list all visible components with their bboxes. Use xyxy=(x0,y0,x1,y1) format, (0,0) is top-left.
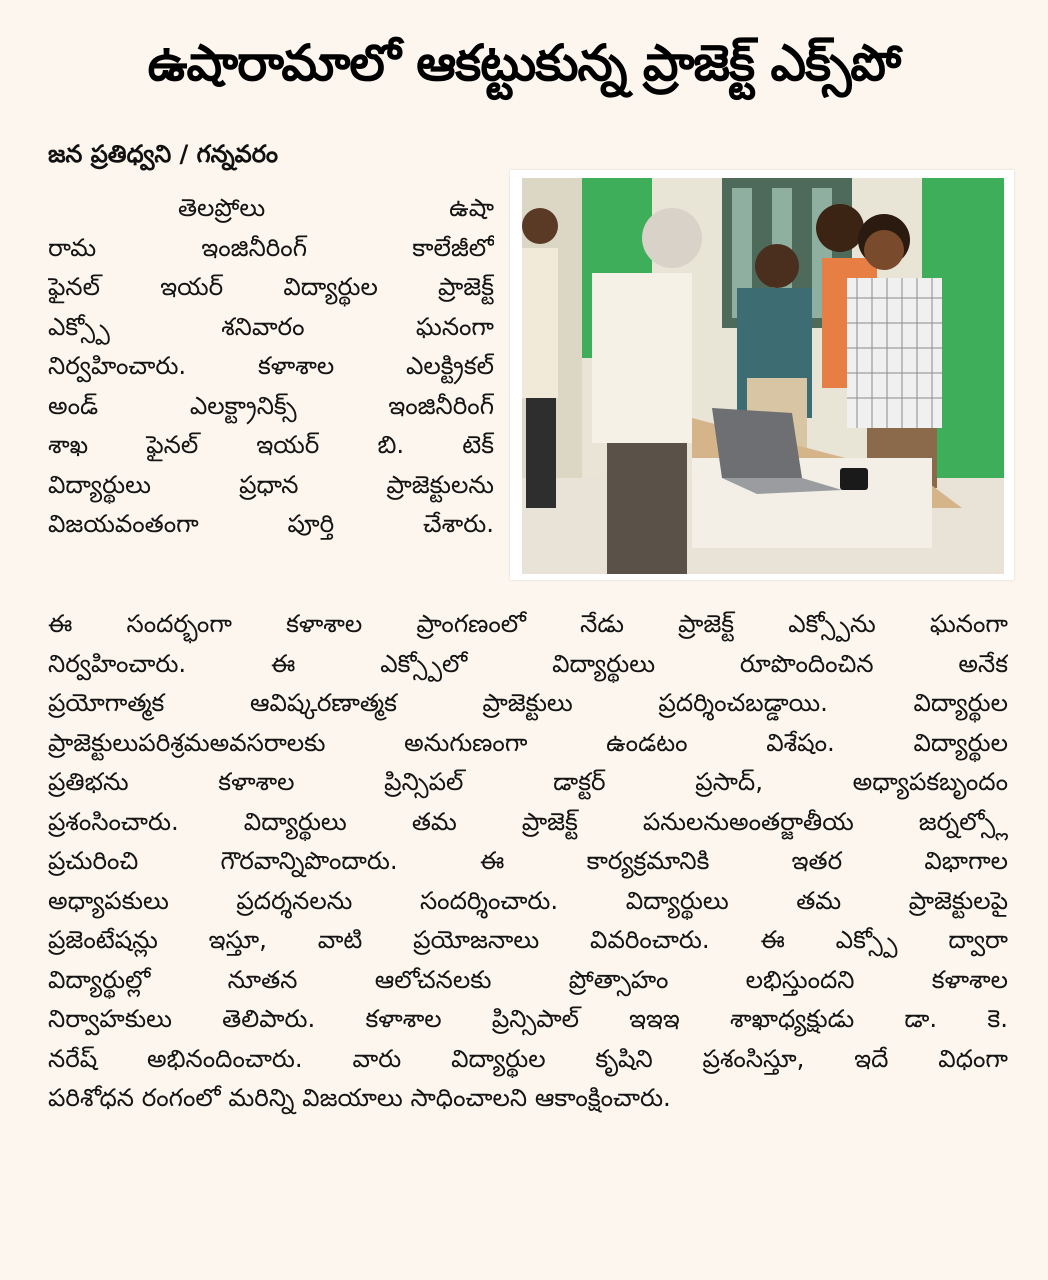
column-line: విద్యార్థులు ప్రధాన ప్రాజెక్టులను xyxy=(48,469,494,499)
body-line: ప్రతిభను కళాశాల ప్రిన్సిపల్ డాక్టర్ ప్రసాద్, అధ్యాపకబృందం xyxy=(48,767,1008,796)
body-line: నిర్వాహకులు తెలిపారు. కళాశాల ప్రిన్సిపాల్ ఇఇఇ శాఖాధ్యక్షుడు డా. కె. xyxy=(48,1004,1008,1033)
column-line: ఫైనల్ ఇయర్ విద్యార్థుల ప్రాజెక్ట్ xyxy=(48,272,494,301)
body-line: పరిశోధన రంగంలో మరిన్ని విజయాలు సాధించాలని ఆకాంక్షించారు. xyxy=(48,1083,671,1112)
article-photo xyxy=(510,170,1014,580)
body-line: ప్రశంసించారు. విద్యార్థులు తమ ప్రాజెక్ట్ పనులనుఅంతర్జాతీయ జర్నల్స్లో xyxy=(48,806,1008,836)
body-line: ప్రాజెక్టులుపరిశ్రమఅవసరాలకు అనుగుణంగా ఉండటం విశేషం. విద్యార్థుల xyxy=(48,727,1008,757)
column-line: ఎక్స్పో శనివారం ఘనంగా xyxy=(48,311,494,341)
column-line: రామ ఇంజినీరింగ్ కాలేజీలో xyxy=(48,232,494,262)
body-line: విద్యార్థుల్లో నూతన ఆలోచనలకు ప్రోత్సాహం లభిస్తుందని కళాశాల xyxy=(48,964,1008,994)
column-line: శాఖ ఫైనల్ ఇయర్ బి. టెక్ xyxy=(48,430,494,459)
article-column-text xyxy=(48,188,494,544)
article-body-text xyxy=(48,604,1008,1118)
body-line: ప్రయోగాత్మక ఆవిష్కరణాత్మక ప్రాజెక్టులు ప్రదర్శించబడ్డాయి. విద్యార్థుల xyxy=(48,688,1008,717)
body-line: అధ్యాపకులు ప్రదర్శనలను సందర్శించారు. విద్యార్థులు తమ ప్రాజెక్టులపై xyxy=(48,885,1008,915)
body-line: ప్రజెంటేషన్లు ఇస్తూ, వాటి ప్రయోజనాలు వివరించారు. ఈ ఎక్స్పో ద్వారా xyxy=(48,925,1008,954)
body-line: నిర్వహించారు. ఈ ఎక్స్పోలో విద్యార్థులు రూపొందించిన అనేక xyxy=(48,648,1008,678)
column-line: విజయవంతంగా పూర్తి చేశారు. xyxy=(48,509,494,538)
body-line: ప్రచురించి గౌరవాన్నిపొందారు. ఈ కార్యక్రమానికి ఇతర విభాగాల xyxy=(48,846,1008,875)
body-line: నరేష్ అభినందించారు. వారు విద్యార్థుల కృషిని ప్రశంసిస్తూ, ఇదే విధంగా xyxy=(48,1043,1008,1073)
expo-photo-icon xyxy=(522,178,1004,574)
article-headline: ఉషారామాలో ఆకట్టుకున్న ప్రాజెక్ట్ ఎక్స్‌పో xyxy=(147,34,901,92)
column-line: తెలప్రోలు ఉషా xyxy=(178,193,494,222)
column-line: నిర్వహించారు. కళాశాల ఎలక్ట్రికల్ xyxy=(48,351,494,380)
article-dateline: జన ప్రతిధ్వని / గన్నవరం xyxy=(48,140,279,168)
body-line: ఈ సందర్భంగా కళాశాల ప్రాంగణంలో నేడు ప్రాజెక్ట్ ఎక్స్పోను ఘనంగా xyxy=(48,609,1008,638)
column-line: అండ్ ఎలక్ట్రానిక్స్ ఇంజినీరింగ్ xyxy=(48,390,494,420)
